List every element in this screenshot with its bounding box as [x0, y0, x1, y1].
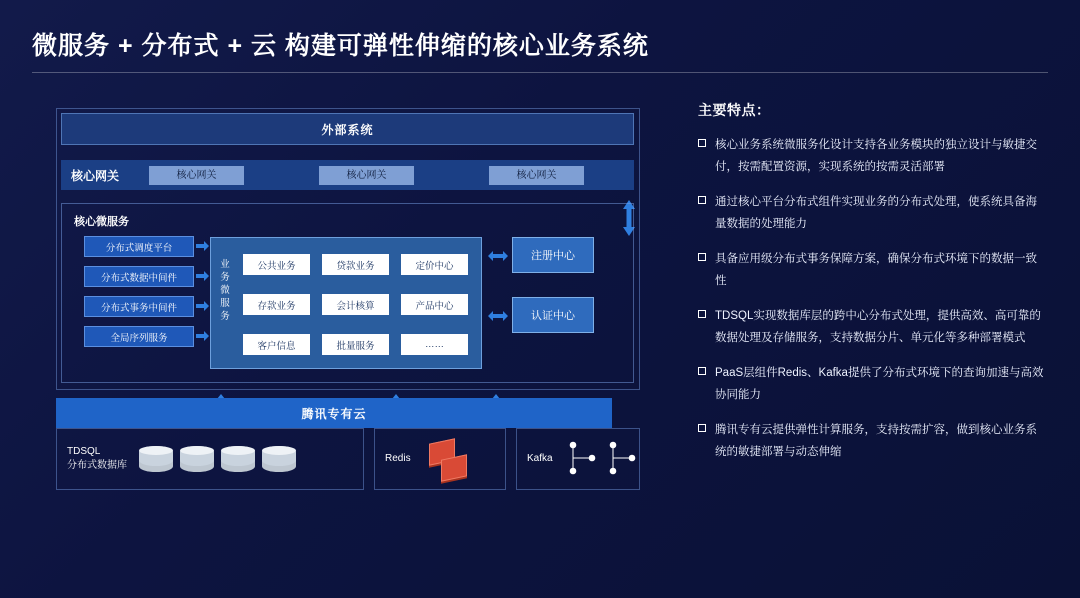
square-bullet-icon: [698, 139, 706, 147]
feature-item: [698, 248, 1048, 292]
tencent-private-cloud-bar: 腾讯专有云: [56, 398, 612, 428]
business-cell-9: ……: [401, 334, 468, 355]
arrow-right-icon: [196, 301, 209, 311]
middleware-arrow-3-icon: [196, 300, 209, 313]
page-title: 微服务 + 分布式 + 云 构建可弹性伸缩的核心业务系统: [32, 32, 649, 60]
features-title: 主要特点：: [698, 102, 771, 118]
database-cylinder-icon: [180, 446, 214, 472]
business-side-label: 业务微服务: [220, 259, 230, 322]
core-gateway-label: 核心网关: [71, 168, 120, 183]
core-microservice-panel: [61, 203, 634, 383]
architecture-diagram: [56, 108, 640, 548]
business-cell-1: 公共业务: [243, 254, 310, 275]
tdsql-label: [67, 445, 127, 473]
external-system-bar: 外部系统: [61, 113, 634, 145]
redis-cube-icon: [441, 454, 467, 482]
arrow-right-icon: [196, 271, 209, 281]
middleware-arrow-1-icon: [196, 240, 209, 253]
auth-center-chip: 认证中心: [512, 297, 594, 333]
registry-arrow-icon: [488, 250, 508, 263]
middleware-chip-3: 分布式事务中间件: [84, 296, 194, 317]
feature-text: PaaS层组件Redis、Kafka提供了分布式环境下的查询加速与高效协同能力: [715, 367, 1044, 401]
redis-label: Redis: [385, 453, 411, 464]
tdsql-label-line2: 分布式数据库: [67, 460, 127, 471]
business-cell-4: 存款业务: [243, 294, 310, 315]
feature-item: [698, 305, 1048, 349]
tdsql-box: [56, 428, 364, 490]
feature-text: 腾讯专有云提供弹性计算服务，支持按需扩容，做到核心业务系统的敏捷部署与动态伸缩: [715, 424, 1037, 458]
middleware-arrow-2-icon: [196, 270, 209, 283]
gateway-chip-2: 核心网关: [319, 166, 414, 185]
kafka-nodes-icon: [561, 440, 637, 478]
middleware-chip-2: 分布式数据中间件: [84, 266, 194, 287]
business-microservice-panel: [210, 237, 482, 369]
database-cylinder-icon: [221, 446, 255, 472]
square-bullet-icon: [698, 310, 706, 318]
gateway-chip-3: 核心网关: [489, 166, 584, 185]
business-cell-2: 贷款业务: [322, 254, 389, 275]
kafka-label: Kafka: [527, 453, 553, 464]
feature-text: 核心业务系统微服务化设计支持各业务模块的独立设计与敏捷交付，按需配置资源，实现系统的按需灵活部署: [715, 139, 1037, 173]
middleware-chip-1: 分布式调度平台: [84, 236, 194, 257]
feature-item: [698, 134, 1048, 178]
business-cell-8: 批量服务: [322, 334, 389, 355]
kafka-box: [516, 428, 640, 490]
business-cell-5: 会计核算: [322, 294, 389, 315]
feature-item: [698, 362, 1048, 406]
square-bullet-icon: [698, 424, 706, 432]
feature-item: [698, 419, 1048, 463]
redis-box: [374, 428, 506, 490]
arrow-right-icon: [196, 241, 209, 251]
feature-item: [698, 191, 1048, 235]
feature-text: 通过核心平台分布式组件实现业务的分布式处理，使系统具备海量数据的处理能力: [715, 196, 1037, 230]
registry-center-chip: 注册中心: [512, 237, 594, 273]
middleware-chip-4: 全局序列服务: [84, 326, 194, 347]
redis-cubes-icon: [419, 435, 481, 483]
square-bullet-icon: [698, 367, 706, 375]
double-arrow-horizontal-icon: [488, 251, 508, 261]
middleware-arrow-4-icon: [196, 330, 209, 343]
core-gateway-bar: [61, 160, 634, 190]
business-cell-6: 产品中心: [401, 294, 468, 315]
title-divider: [32, 72, 1048, 73]
square-bullet-icon: [698, 196, 706, 204]
double-arrow-horizontal-icon: [488, 311, 508, 321]
core-microservice-title: 核心微服务: [74, 216, 129, 228]
square-bullet-icon: [698, 253, 706, 261]
business-cell-7: 客户信息: [243, 334, 310, 355]
kafka-topology-icon: [561, 440, 637, 478]
arrow-right-icon: [196, 331, 209, 341]
tdsql-label-line1: TDSQL: [67, 446, 101, 457]
business-cell-3: 定价中心: [401, 254, 468, 275]
gateway-chip-1: 核心网关: [149, 166, 244, 185]
features-panel: [698, 100, 1048, 476]
database-cylinder-icon: [139, 446, 173, 472]
feature-text: TDSQL实现数据库层的跨中心分布式处理，提供高效、高可靠的数据处理及存储服务，支持数据分片、单元化等多种部署模式: [715, 310, 1041, 344]
feature-text: 具备应用级分布式事务保障方案，确保分布式环境下的数据一致性: [715, 253, 1037, 287]
auth-arrow-icon: [488, 310, 508, 323]
database-cylinder-icon: [262, 446, 296, 472]
storage-row: [56, 428, 640, 490]
